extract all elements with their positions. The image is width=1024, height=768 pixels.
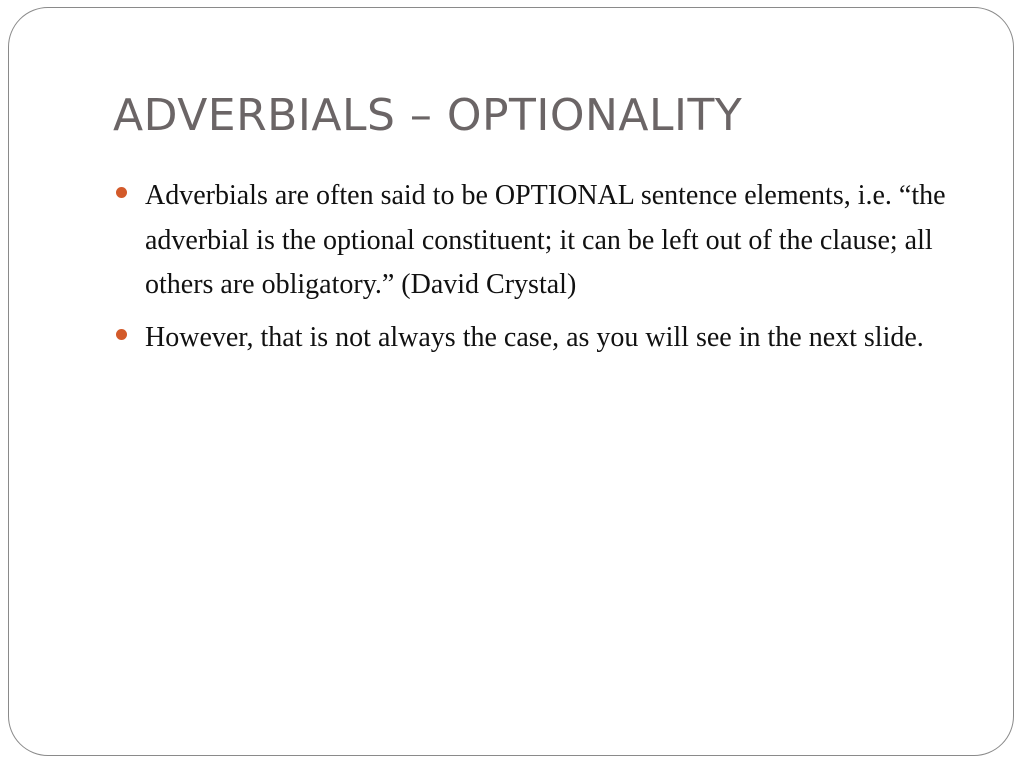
bullet-text: However, that is not always the case, as you will see in the next slide.	[145, 321, 924, 353]
slide-title: ADVERBIALS – OPTIONALITY	[113, 90, 743, 141]
bullet-text: Adverbials are often said to be OPTIONAL sentence elements, i.e. “the adverbial is the optional constituent; it can be left out of the clause; all others are obligatory.” (David Crystal)	[145, 180, 946, 300]
bullet-dot-icon	[116, 329, 127, 340]
bullet-list	[115, 174, 975, 368]
bullet-item	[115, 174, 975, 308]
bullet-item	[115, 316, 975, 361]
bullet-dot-icon	[116, 187, 127, 198]
slide-frame	[8, 7, 1014, 756]
